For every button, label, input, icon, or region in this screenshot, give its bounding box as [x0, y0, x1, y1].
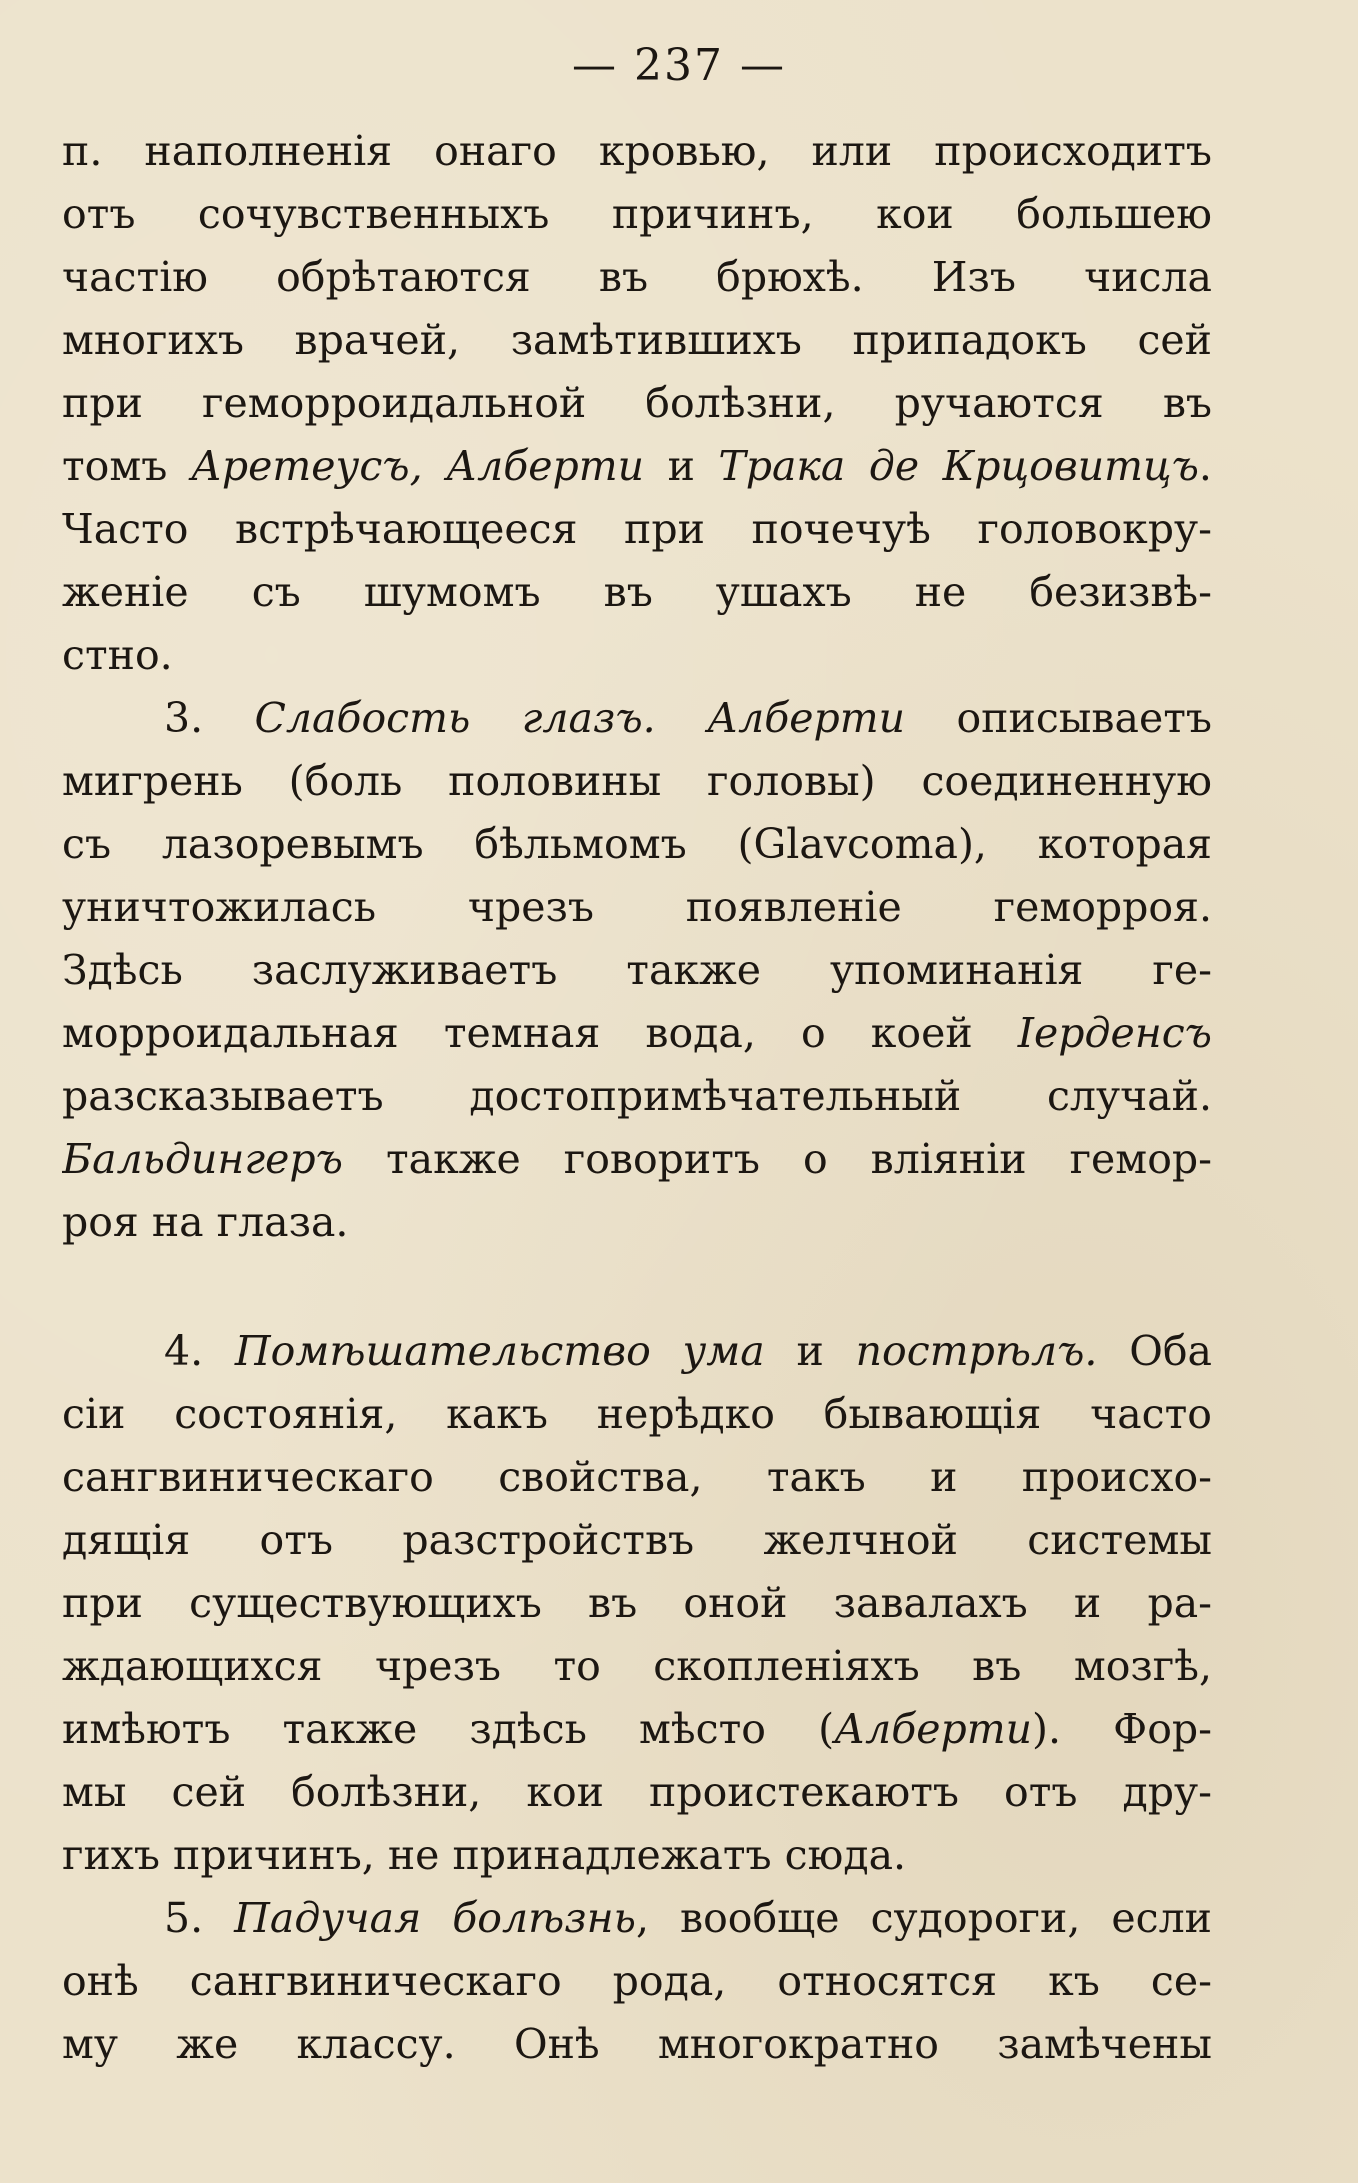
text-fragment: женіе съ шумомъ въ ушахъ не безизвѣ-	[62, 568, 1212, 616]
italic-text: Алберти	[707, 694, 906, 742]
text-line	[62, 1824, 1212, 1887]
text-line	[62, 1572, 1212, 1635]
italic-text: Алберти	[834, 1705, 1033, 1753]
text-fragment: сангвиническаго свойства, такъ и происхо-	[62, 1453, 1212, 1501]
italic-text: Бальдингеръ	[62, 1135, 343, 1183]
text-line	[62, 813, 1212, 876]
text-fragment: частію обрѣтаются въ брюхѣ. Изъ числа	[62, 253, 1212, 301]
text-fragment: также говоритъ о вліяніи гемор-	[342, 1135, 1212, 1183]
text-fragment: му же классу. Онѣ многократно замѣчены	[62, 2020, 1212, 2068]
text-line	[62, 435, 1212, 498]
text-fragment: 5.	[164, 1894, 235, 1942]
text-fragment: ждающихся чрезъ то скопленіяхъ въ мозгѣ,	[62, 1642, 1212, 1690]
italic-text: Трака де Крцовитцъ	[718, 442, 1199, 490]
text-line	[62, 309, 1212, 372]
text-line	[62, 939, 1212, 1002]
italic-text: Падучая болѣзнь	[234, 1894, 636, 1942]
text-line	[62, 1761, 1212, 1824]
text-line	[62, 1509, 1212, 1572]
text-line	[62, 1065, 1212, 1128]
text-fragment: разсказываетъ достопримѣчательный случай.	[62, 1072, 1212, 1120]
text-fragment: ). Фор-	[1032, 1705, 1212, 1753]
text-line	[62, 750, 1212, 813]
italic-text: Аретеусъ, Алберти	[190, 442, 645, 490]
text-line	[62, 1698, 1212, 1761]
text-fragment: при геморроидальной болѣзни, ручаются въ	[62, 379, 1212, 427]
text-line	[62, 2013, 1212, 2076]
text-line	[62, 1191, 1212, 1254]
text-fragment: Часто встрѣчающееся при почечуѣ головокру-	[62, 505, 1212, 553]
text-fragment: мы сей болѣзни, кои проистекаютъ отъ дру-	[62, 1768, 1212, 1816]
text-fragment: стно.	[62, 631, 173, 679]
text-fragment: онѣ сангвиническаго рода, относятся къ се-	[62, 1957, 1212, 2005]
text-line	[62, 1320, 1212, 1383]
text-line	[62, 1950, 1212, 2013]
text-line	[62, 120, 1212, 183]
italic-text: Помѣшательство ума	[234, 1327, 765, 1375]
text-fragment: .	[1198, 442, 1212, 490]
text-fragment: томъ	[62, 442, 191, 490]
text-fragment: , вообще судороги, если	[635, 1894, 1212, 1942]
paragraph-gap	[62, 1254, 1212, 1320]
text-line	[62, 1446, 1212, 1509]
text-line	[62, 498, 1212, 561]
text-line	[62, 624, 1212, 687]
text-line	[62, 561, 1212, 624]
text-fragment: отъ сочувственныхъ причинъ, кои большею	[62, 190, 1212, 238]
page-number: — 237 —	[572, 40, 786, 91]
text-fragment: Здѣсь заслуживаетъ также упоминанія ге-	[62, 946, 1212, 994]
text-fragment: морроидальная темная вода, о коей	[62, 1009, 1018, 1057]
text-line	[62, 246, 1212, 309]
text-fragment: и	[644, 442, 719, 490]
text-line	[62, 1002, 1212, 1065]
text-line	[62, 1887, 1212, 1950]
text-fragment: съ лазоревымъ бѣльмомъ (Glavcoma), которая	[62, 820, 1212, 868]
italic-text: Іерденсъ	[1017, 1009, 1212, 1057]
italic-text: пострѣлъ.	[855, 1327, 1098, 1375]
text-line	[62, 1383, 1212, 1446]
text-fragment	[656, 694, 707, 742]
text-fragment: роя на глаза.	[62, 1198, 349, 1246]
text-fragment: 3.	[164, 694, 255, 742]
text-line	[62, 183, 1212, 246]
text-fragment: сіи состоянія, какъ нерѣдко бывающія часто	[62, 1390, 1212, 1438]
text-line	[62, 372, 1212, 435]
text-fragment: гихъ причинъ, не принадлежатъ сюда.	[62, 1831, 907, 1879]
body-text	[62, 120, 1212, 2076]
text-line	[62, 687, 1212, 750]
italic-text: Слабость глазъ.	[254, 694, 656, 742]
text-line	[62, 1635, 1212, 1698]
text-fragment: мигрень (боль половины головы) соединенную	[62, 757, 1212, 805]
text-fragment: имѣютъ также здѣсь мѣсто (	[62, 1705, 835, 1753]
text-fragment: при существующихъ въ оной завалахъ и ра-	[62, 1579, 1212, 1627]
text-line	[62, 876, 1212, 939]
text-fragment: п. наполненія онаго кровью, или происходитъ	[62, 127, 1212, 175]
text-fragment: дящія отъ разстройствъ желчной системы	[62, 1516, 1212, 1564]
text-fragment: уничтожилась чрезъ появленіе геморроя.	[62, 883, 1212, 931]
text-line	[62, 1128, 1212, 1191]
text-fragment: Оба	[1097, 1327, 1212, 1375]
text-fragment: описываетъ	[905, 694, 1212, 742]
text-fragment: многихъ врачей, замѣтившихъ припадокъ сей	[62, 316, 1212, 364]
text-fragment: 4.	[164, 1327, 235, 1375]
text-fragment: и	[764, 1327, 856, 1375]
